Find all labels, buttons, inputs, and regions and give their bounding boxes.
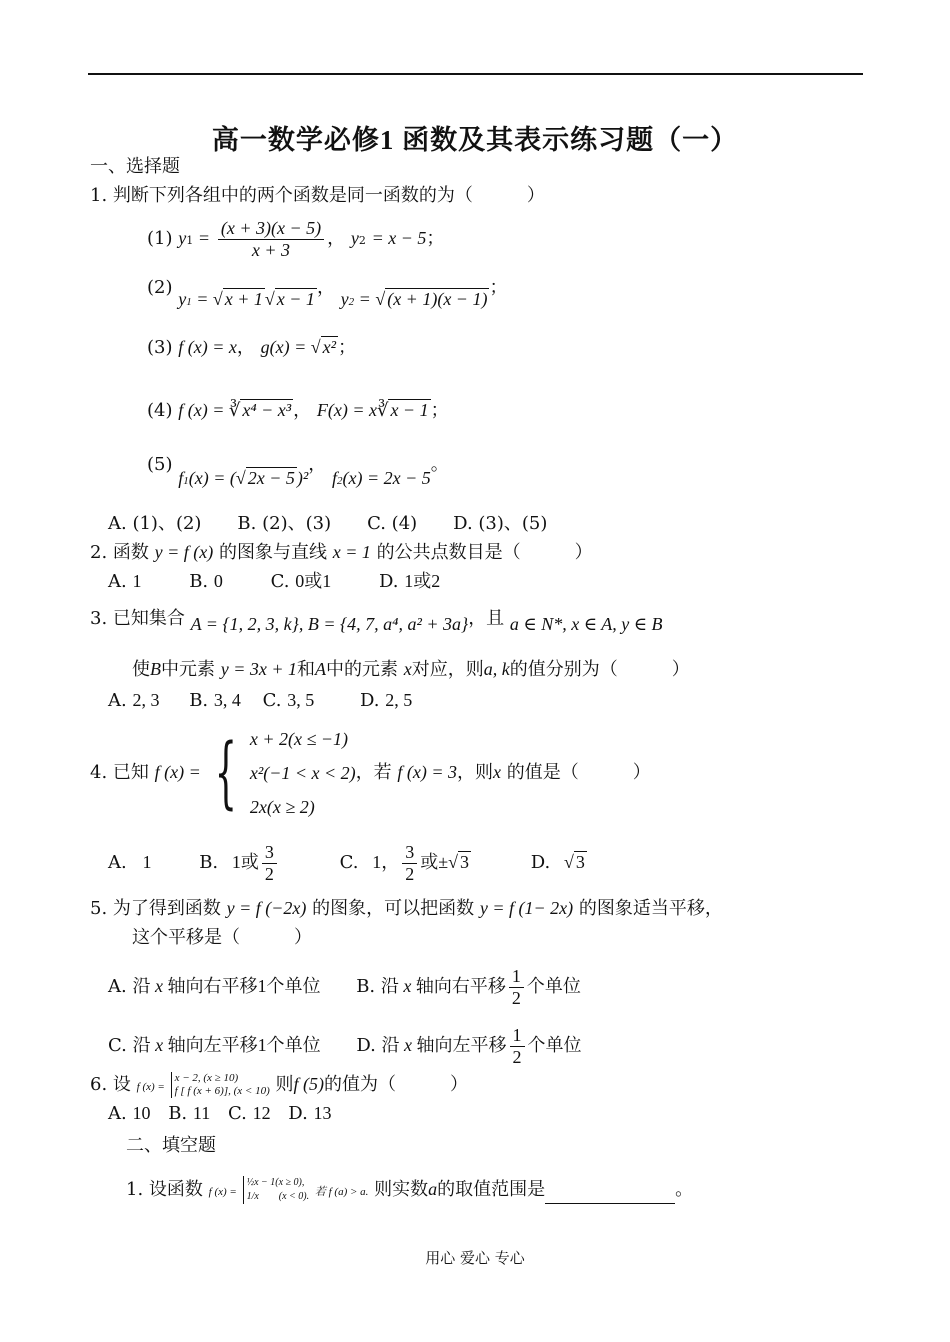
question-6-stem: 6. 设 f (x) = x − 2, (x ≥ 10) f [ f (x + 6)], (x < 10) 则f (5)的值为（ ） [90, 1072, 468, 1097]
question-1-options: A. (1)、(2) B. (2)、(3) C. (4) D. (3)、(5) [108, 513, 548, 534]
page-title: 高一数学必修1 函数及其表示练习题（一） [211, 125, 739, 155]
q1-item-2: (2) y1 = √ x + 1 √ x − 1， y2 = √ (x + 1)(x − 1)； [147, 277, 508, 309]
question-3-stem: 3. 已知集合 A = {1, 2, 3, k}, B = {4, 7, a⁴, a² + 3a}，且 a ∈ N*, x ∈ A, y ∈ B [90, 608, 663, 634]
header-rule [88, 73, 863, 75]
q1-item-5: (5) f1(x) = (√ 2x − 5 )²， f2(x) = 2x − 5。 [147, 454, 449, 488]
question-5-options-row2: C. 沿 x 轴向左平移1个单位 D. 沿 x 轴向左平移 $\frac{1}{2}$ 个单位 [108, 1025, 582, 1067]
section-heading-fill: 二、填空题 [126, 1135, 216, 1156]
question-5-options-row1: A. 沿 x 轴向右平移1个单位 B. 沿 x 轴向右平移 $\frac{1}{2}$ 个单位 [108, 966, 581, 1008]
q1-item-1: (1) y1 = $\frac{(x + 3)(x - 5)}{x + 3}$ ， y2 = x − 5； [147, 218, 445, 260]
q1-item-4: (4) f (x) = ∛ x⁴ − x³ ， F(x) = x∛ x − 1 ； [147, 400, 449, 421]
question-4-options: A. 1 B. 1或 $\frac{3}{2}$ C. 1， $\frac{3}{2}$ 或±√ 3 D. √ 3 [108, 842, 585, 884]
answer-blank[interactable] [545, 1185, 675, 1204]
question-3-options: A. 2, 3 B. 3, 4 C. 3, 5 D. 2, 5 [108, 690, 413, 711]
question-6-options: A. 10 B. 11 C. 12 D. 13 [108, 1103, 332, 1124]
question-2-stem: 2. 函数 y = f (x) 的图象与直线 x = 1 的公共点数目是（ ） [90, 542, 593, 563]
section-heading-choice: 一、选择题 [90, 156, 180, 177]
question-2-options: A. 1 B. 0 C. 0或1 D. 1或2 [108, 571, 441, 592]
question-5-stem: 5. 为了得到函数 y = f (−2x) 的图象，可以把函数 y = f (1− 2x) 的图象适当平移， [90, 898, 723, 919]
question-1-stem: 1. 判断下列各组中的两个函数是同一函数的为（ ） [90, 185, 545, 206]
question-4-stem: 4. 已知 f (x) = { x + 2(x ≤ −1) x²(−1 < x < 2) 2x(x ≥ 2) ，若 f (x) = 3，则x 的值是（ ） [90, 728, 651, 818]
question-5-stem-line2: 这个平移是（ ） [132, 927, 312, 948]
fill-question-1: 1. 设函数 f (x) = ½x − 1(x ≥ 0), 1/x (x < 0). 若 f (a) > a. 则实数a的取值范围是 。 [126, 1177, 694, 1202]
question-3-condition: 使B中元素 y = 3x + 1和A中的元素 x对应，则a, k的值分别为（ ） [132, 659, 690, 680]
page-footer: 用心 爱心 专心 [425, 1249, 525, 1267]
q1-item-3: (3) f (x) = x， g(x) = √ x² ； [147, 337, 356, 358]
